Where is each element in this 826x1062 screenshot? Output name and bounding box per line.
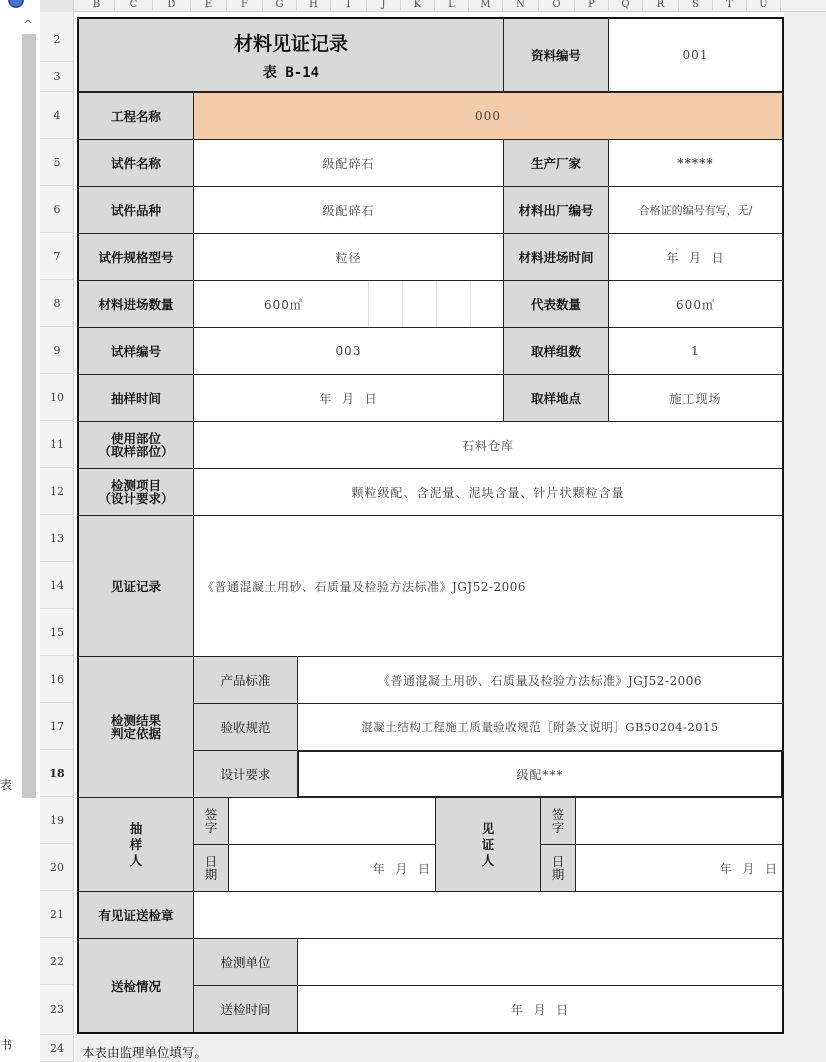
witness-person-label[interactable] bbox=[435, 797, 541, 892]
groups-label[interactable]: 取样组数 bbox=[503, 327, 609, 375]
sampler-sign-field[interactable] bbox=[228, 797, 436, 845]
row-header-20[interactable]: 20 bbox=[40, 844, 74, 891]
row-header-2[interactable]: 2 bbox=[40, 18, 74, 62]
items-label-line1: 检测项目 bbox=[110, 478, 161, 493]
lab-field[interactable] bbox=[297, 938, 783, 986]
column-header-R[interactable]: R bbox=[643, 0, 679, 12]
doc-no-value[interactable]: 001 bbox=[608, 18, 783, 92]
column-header-U[interactable]: U bbox=[747, 0, 781, 12]
date-char2: 期 bbox=[204, 867, 218, 882]
sampler-label-char3: 人 bbox=[129, 852, 143, 868]
witness-sign-field[interactable] bbox=[575, 797, 783, 845]
row-header-5[interactable]: 5 bbox=[40, 139, 74, 186]
items-value[interactable]: 颗粒级配、含泥量、泥块含量、针片状颗粒含量 bbox=[193, 468, 783, 516]
row-header-9[interactable]: 9 bbox=[40, 327, 74, 374]
factory-no-value[interactable]: 合格证的编号有写，无/ bbox=[608, 186, 783, 234]
maker-value[interactable]: ***** bbox=[608, 139, 783, 187]
witness-date-label[interactable] bbox=[540, 844, 576, 892]
qty-label[interactable]: 材料进场数量 bbox=[78, 280, 194, 328]
qty-value[interactable]: 600㎥ bbox=[193, 280, 504, 328]
groups-value[interactable]: 1 bbox=[608, 327, 783, 375]
sampler-date-label[interactable] bbox=[193, 844, 229, 892]
column-header-D[interactable]: D bbox=[153, 0, 191, 12]
column-header-O[interactable]: O bbox=[539, 0, 575, 12]
entry-time-value[interactable]: 年 月 日 bbox=[608, 233, 783, 281]
row-header-10[interactable]: 10 bbox=[40, 374, 74, 421]
spec-value[interactable]: 粒径 bbox=[193, 233, 504, 281]
row-header-14[interactable]: 14 bbox=[40, 562, 74, 609]
row-header-12[interactable]: 12 bbox=[40, 468, 74, 515]
acceptance-label[interactable]: 验收规范 bbox=[193, 703, 298, 751]
row-header-4[interactable]: 4 bbox=[40, 92, 74, 139]
column-header-G[interactable]: G bbox=[263, 0, 297, 12]
column-header-I[interactable]: I bbox=[331, 0, 367, 12]
submit-label[interactable]: 送检情况 bbox=[78, 938, 194, 1033]
column-header-J[interactable]: J bbox=[367, 0, 401, 12]
witness-value[interactable]: 《普通混凝土用砂、石质量及检验方法标准》JGJ52-2006 bbox=[193, 515, 783, 657]
row-header-6[interactable]: 6 bbox=[40, 186, 74, 233]
usage-label[interactable] bbox=[78, 421, 194, 469]
sample-no-value[interactable]: 003 bbox=[193, 327, 504, 375]
sample-name-label[interactable]: 试件名称 bbox=[78, 139, 194, 187]
date-char1: 日 bbox=[204, 854, 218, 869]
variety-value[interactable]: 级配碎石 bbox=[193, 186, 504, 234]
usage-label-line2: （取样部位） bbox=[98, 444, 174, 459]
column-header-F[interactable]: F bbox=[227, 0, 263, 12]
column-header-E[interactable]: E bbox=[191, 0, 227, 12]
column-header-C[interactable]: C bbox=[115, 0, 153, 12]
scroll-up-icon[interactable]: ^ bbox=[23, 18, 33, 31]
form-subtitle: 表 B-14 bbox=[262, 64, 320, 81]
lab-label[interactable]: 检测单位 bbox=[193, 938, 298, 986]
select-all-corner[interactable] bbox=[40, 0, 74, 12]
cell-gridline bbox=[470, 281, 471, 327]
variety-label[interactable]: 试件品种 bbox=[78, 186, 194, 234]
sampler-label-char2: 样 bbox=[129, 836, 143, 852]
sample-name-value[interactable]: 级配碎石 bbox=[193, 139, 504, 187]
side-label-2: 书 bbox=[0, 1038, 13, 1052]
entry-time-label[interactable]: 材料进场时间 bbox=[503, 233, 609, 281]
side-label-1: 表 bbox=[0, 778, 13, 792]
sampling-time-label[interactable]: 抽样时间 bbox=[78, 374, 194, 422]
row-header-15[interactable]: 15 bbox=[40, 609, 74, 656]
row-header-17[interactable]: 17 bbox=[40, 703, 74, 750]
doc-no-label[interactable]: 资料编号 bbox=[503, 18, 609, 92]
sheet-margin-area bbox=[784, 12, 826, 1062]
row-header-8[interactable]: 8 bbox=[40, 280, 74, 327]
row-header-7[interactable]: 7 bbox=[40, 233, 74, 280]
column-header-L[interactable]: L bbox=[435, 0, 469, 12]
row-header-18[interactable]: 18 bbox=[40, 750, 74, 797]
row-header-11[interactable]: 11 bbox=[40, 421, 74, 468]
stamp-field[interactable] bbox=[193, 891, 783, 939]
basis-label-line1: 检测结果 bbox=[110, 713, 161, 728]
witness-person-char2: 证 bbox=[481, 836, 495, 852]
project-value[interactable]: 000 bbox=[193, 92, 783, 140]
maker-label[interactable]: 生产厂家 bbox=[503, 139, 609, 187]
witness-person-char1: 见 bbox=[481, 820, 495, 836]
footer-note[interactable]: 本表由监理单位填写。 bbox=[82, 1045, 208, 1060]
date-char2: 期 bbox=[551, 867, 565, 882]
sign-char1: 签 bbox=[551, 807, 565, 822]
sampler-label[interactable] bbox=[78, 797, 194, 892]
cell-gridline bbox=[402, 281, 403, 327]
column-header-P[interactable]: P bbox=[575, 0, 609, 12]
column-header-T[interactable]: T bbox=[713, 0, 747, 12]
product-std-label[interactable]: 产品标准 bbox=[193, 656, 298, 704]
witness-sign-label[interactable] bbox=[540, 797, 576, 845]
design-req-value[interactable]: 级配*** bbox=[297, 750, 783, 798]
date-char1: 日 bbox=[551, 854, 565, 869]
column-header-H[interactable]: H bbox=[297, 0, 331, 12]
sign-char2: 字 bbox=[551, 820, 565, 835]
column-header-M[interactable]: M bbox=[469, 0, 503, 12]
cell-gridline bbox=[436, 281, 437, 327]
row-header-13[interactable]: 13 bbox=[40, 515, 74, 562]
row-header-19[interactable]: 19 bbox=[40, 797, 74, 844]
submit-time-label[interactable]: 送检时间 bbox=[193, 985, 298, 1033]
witness-label[interactable]: 见证记录 bbox=[78, 515, 194, 657]
basis-label[interactable] bbox=[78, 656, 194, 798]
items-label[interactable] bbox=[78, 468, 194, 516]
place-value[interactable]: 施工现场 bbox=[608, 374, 783, 422]
place-label[interactable]: 取样地点 bbox=[503, 374, 609, 422]
sign-char2: 字 bbox=[204, 820, 218, 835]
column-header-K[interactable]: K bbox=[401, 0, 435, 12]
row-header-23[interactable]: 23 bbox=[40, 985, 74, 1035]
sampler-date-value[interactable]: 年 月 日 bbox=[228, 844, 436, 892]
sample-no-label[interactable]: 试样编号 bbox=[78, 327, 194, 375]
column-header-N[interactable]: N bbox=[503, 0, 539, 12]
column-header-S[interactable]: S bbox=[679, 0, 713, 12]
basis-label-line2: 判定依据 bbox=[110, 726, 161, 741]
form-title-block[interactable] bbox=[78, 18, 504, 92]
stamp-label[interactable]: 有见证送检章 bbox=[78, 891, 194, 939]
row-header-22[interactable]: 22 bbox=[40, 938, 74, 985]
design-req-label[interactable]: 设计要求 bbox=[193, 750, 298, 798]
rep-qty-label[interactable]: 代表数量 bbox=[503, 280, 609, 328]
column-header-Q[interactable]: Q bbox=[609, 0, 643, 12]
witness-person-char3: 人 bbox=[481, 852, 495, 868]
witness-date-value[interactable]: 年 月 日 bbox=[575, 844, 783, 892]
row-header-21[interactable]: 21 bbox=[40, 891, 74, 938]
submit-time-value[interactable]: 年 月 日 bbox=[297, 985, 783, 1033]
sampler-label-char1: 抽 bbox=[129, 820, 143, 836]
sign-char1: 签 bbox=[204, 807, 218, 822]
column-header-B[interactable]: B bbox=[79, 0, 115, 12]
items-label-line2: （设计要求） bbox=[98, 491, 174, 506]
row-header-3[interactable]: 3 bbox=[40, 62, 74, 92]
project-label[interactable]: 工程名称 bbox=[78, 92, 194, 140]
product-std-value[interactable]: 《普通混凝土用砂、石质量及检验方法标准》JGJ52-2006 bbox=[297, 656, 783, 704]
spec-label[interactable]: 试件规格型号 bbox=[78, 233, 194, 281]
usage-label-line1: 使用部位 bbox=[110, 431, 161, 446]
acceptance-value[interactable]: 混凝土结构工程施工质量验收规范［附条文说明］GB50204-2015 bbox=[297, 703, 783, 751]
usage-value[interactable]: 石料仓库 bbox=[193, 421, 783, 469]
rep-qty-value[interactable]: 600㎥ bbox=[608, 280, 783, 328]
sampler-sign-label[interactable] bbox=[193, 797, 229, 845]
vertical-scrollbar-thumb[interactable] bbox=[22, 34, 36, 798]
row-header-24[interactable]: 24 bbox=[40, 1035, 74, 1062]
form-title: 材料见证记录 bbox=[233, 32, 348, 55]
row-header-16[interactable]: 16 bbox=[40, 656, 74, 703]
sampling-time-value[interactable]: 年 月 日 bbox=[193, 374, 504, 422]
cell-gridline bbox=[368, 281, 369, 327]
factory-no-label[interactable]: 材料出厂编号 bbox=[503, 186, 609, 234]
